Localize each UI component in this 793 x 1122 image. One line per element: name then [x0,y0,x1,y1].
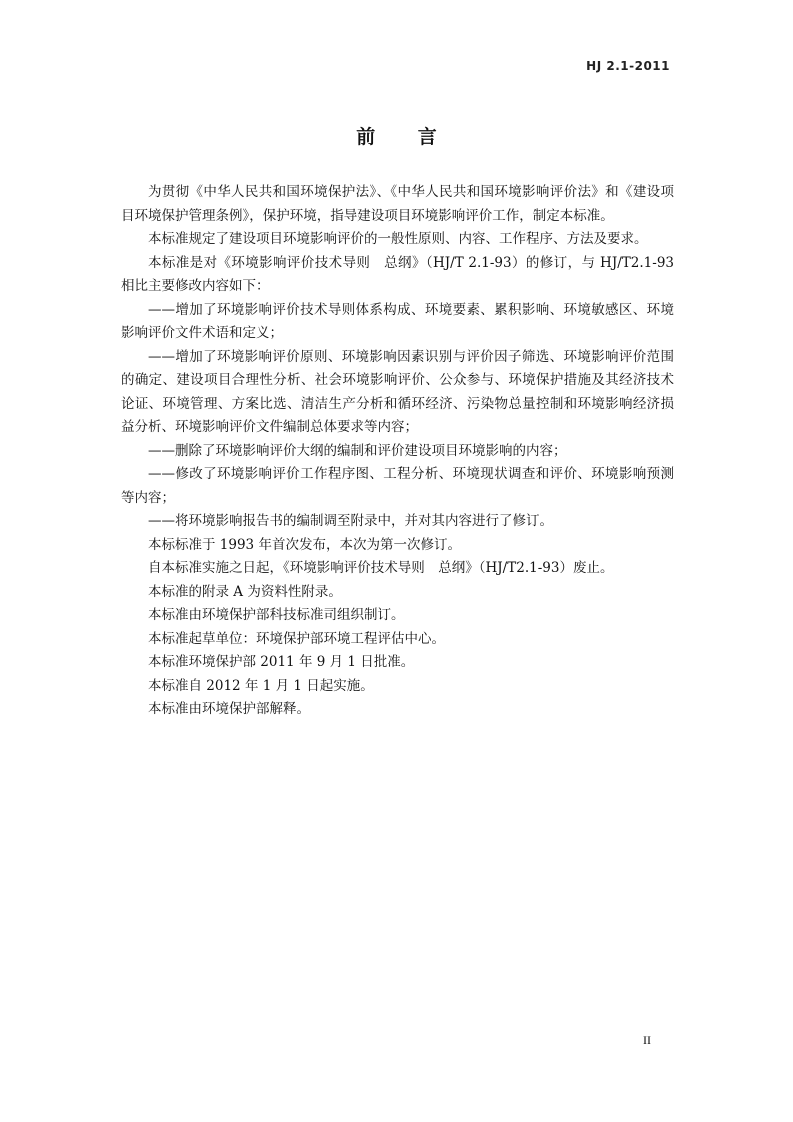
paragraph: 本标准自 2012 年 1 月 1 日起实施。 [148,677,374,694]
paragraph: 本标准的附录 A 为资料性附录。 [148,583,342,600]
paragraph: ——增加了环境影响评价原则、环境影响因素识别与评价因子筛选、环境影响评价范围的确定、建设项目合理性分析、社会环境影响评价、公众参与、环境保护措施及其经济技术论证、环境管理、方案比选、清洁生产分析和循环经济、污染物总量控制和环境影响经济损益分析、环境影响评价文件编制总体要求等内容； [121,348,674,435]
paragraph: ——修改了环境影响评价工作程序图、工程分析、环境现状调查和评价、环境影响预测等内容； [121,466,674,506]
page-title: 前 言 [356,126,455,148]
paragraph: 本标准是对《环境影响评价技术导则 总纲》（HJ/T 2.1-93）的修订，与 HJ/T2.1-93 相比主要修改内容如下： [121,254,674,294]
standard-code: HJ 2.1-2011 [586,59,670,73]
paragraph: 为贯彻《中华人民共和国环境保护法》、《中华人民共和国环境影响评价法》和《建设项目环境保护管理条例》，保护环境，指导建设项目环境影响评价工作，制定本标准。 [121,184,674,224]
paragraph: ——删除了环境影响评价大纲的编制和评价建设项目环境影响的内容； [148,442,567,459]
paragraph: 本标标准于 1993 年首次发布，本次为第一次修订。 [148,536,461,553]
paragraph: ——将环境影响报告书的编制调至附录中，并对其内容进行了修订。 [148,513,553,529]
paragraph: 本标准起草单位：环境保护部环境工程评估中心。 [148,630,445,647]
paragraph: 本标准规定了建设项目环境影响评价的一般性原则、内容、工作程序、方法及要求。 [148,231,648,247]
foreword-body [121,181,674,722]
paragraph: 本标准由环境保护部科技标准司组织制订。 [148,607,405,623]
paragraph: 本标准环境保护部 2011 年 9 月 1 日批准。 [148,654,415,670]
paragraph: 自本标准实施之日起，《环境影响评价技术导则 总纲》（HJ/T2.1-93）废止。 [148,560,614,576]
paragraph: ——增加了环境影响评价技术导则体系构成、环境要素、累积影响、环境敏感区、环境影响评价文件术语和定义； [121,301,674,341]
page-number: II [643,1033,651,1047]
paragraph: 本标准由环境保护部解释。 [148,701,310,717]
